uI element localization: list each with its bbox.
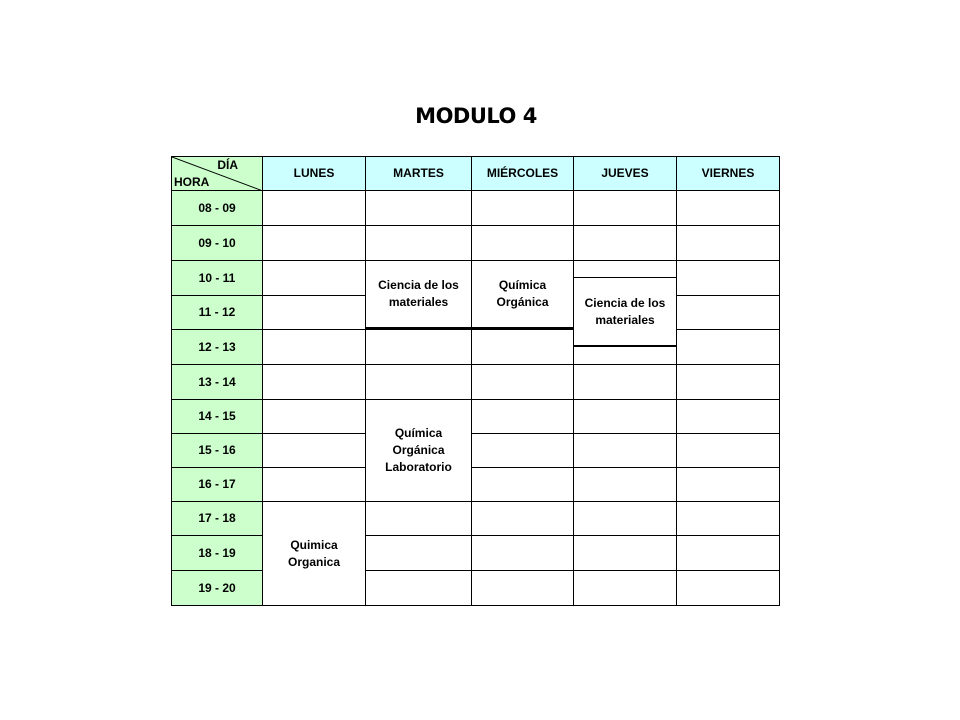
- empty-slot: [365, 225, 471, 260]
- empty-slot: [573, 260, 676, 277]
- empty-slot: [676, 433, 779, 467]
- empty-slot: [676, 225, 779, 260]
- empty-slot: [676, 501, 779, 535]
- day-header-jueves: JUEVES: [573, 156, 676, 190]
- empty-slot: [676, 535, 779, 570]
- hour-row-label: 15 - 16: [171, 433, 262, 467]
- class-block-quimica-laboratorio-martes: Química Orgánica Laboratorio: [365, 399, 471, 501]
- class-block-quimica-organica-miercoles: Química Orgánica: [471, 260, 573, 329]
- empty-slot: [471, 570, 573, 605]
- hour-row-label: 13 - 14: [171, 364, 262, 399]
- empty-slot: [262, 225, 365, 260]
- hour-row-label: 16 - 17: [171, 467, 262, 501]
- empty-slot: [262, 329, 365, 364]
- empty-slot: [262, 295, 365, 329]
- day-header-martes: MARTES: [365, 156, 471, 190]
- empty-slot: [471, 364, 573, 399]
- empty-slot: [676, 399, 779, 433]
- day-header-miercoles: MIÉRCOLES: [471, 156, 573, 190]
- hour-row-label: 18 - 19: [171, 535, 262, 570]
- empty-slot: [262, 433, 365, 467]
- empty-slot: [573, 467, 676, 501]
- class-block-quimica-organica-lunes: Quimica Organica: [262, 501, 365, 605]
- empty-slot: [573, 364, 676, 399]
- empty-slot: [676, 260, 779, 295]
- empty-slot: [573, 501, 676, 535]
- corner-header: [171, 156, 262, 190]
- hour-row-label: 12 - 13: [171, 329, 262, 364]
- empty-slot: [573, 190, 676, 225]
- empty-slot: [471, 535, 573, 570]
- hour-row-label: 17 - 18: [171, 501, 262, 535]
- empty-slot: [471, 399, 573, 433]
- day-label: DÍA: [217, 158, 238, 172]
- empty-slot: [573, 535, 676, 570]
- empty-slot: [471, 467, 573, 501]
- empty-slot: [471, 433, 573, 467]
- empty-slot: [676, 295, 779, 329]
- empty-slot: [471, 329, 573, 364]
- empty-slot: [573, 433, 676, 467]
- empty-slot: [573, 347, 676, 364]
- empty-slot: [262, 260, 365, 295]
- hour-row-label: 19 - 20: [171, 570, 262, 605]
- hour-row-label: 08 - 09: [171, 190, 262, 225]
- empty-slot: [365, 329, 471, 364]
- empty-slot: [676, 329, 779, 364]
- empty-slot: [365, 364, 471, 399]
- empty-slot: [676, 364, 779, 399]
- hour-row-label: 14 - 15: [171, 399, 262, 433]
- empty-slot: [262, 467, 365, 501]
- empty-slot: [676, 570, 779, 605]
- hour-label: HORA: [174, 175, 210, 189]
- hour-row-label: 10 - 11: [171, 260, 262, 295]
- empty-slot: [262, 364, 365, 399]
- empty-slot: [573, 225, 676, 260]
- day-header-viernes: VIERNES: [676, 156, 779, 190]
- empty-slot: [573, 570, 676, 605]
- empty-slot: [471, 190, 573, 225]
- schedule-table: [171, 156, 780, 606]
- empty-slot: [676, 467, 779, 501]
- empty-slot: [365, 501, 471, 535]
- hour-row-label: 09 - 10: [171, 225, 262, 260]
- empty-slot: [573, 399, 676, 433]
- empty-slot: [365, 190, 471, 225]
- empty-slot: [365, 570, 471, 605]
- class-block-ciencia-materiales-jueves: Ciencia de los materiales: [573, 277, 676, 347]
- day-header-lunes: LUNES: [262, 156, 365, 190]
- empty-slot: [676, 190, 779, 225]
- empty-slot: [262, 399, 365, 433]
- class-block-ciencia-materiales-martes: Ciencia de los materiales: [365, 260, 471, 329]
- empty-slot: [365, 535, 471, 570]
- empty-slot: [471, 501, 573, 535]
- hour-row-label: 11 - 12: [171, 295, 262, 329]
- page-title: MODULO 4: [415, 104, 537, 128]
- empty-slot: [262, 190, 365, 225]
- empty-slot: [471, 225, 573, 260]
